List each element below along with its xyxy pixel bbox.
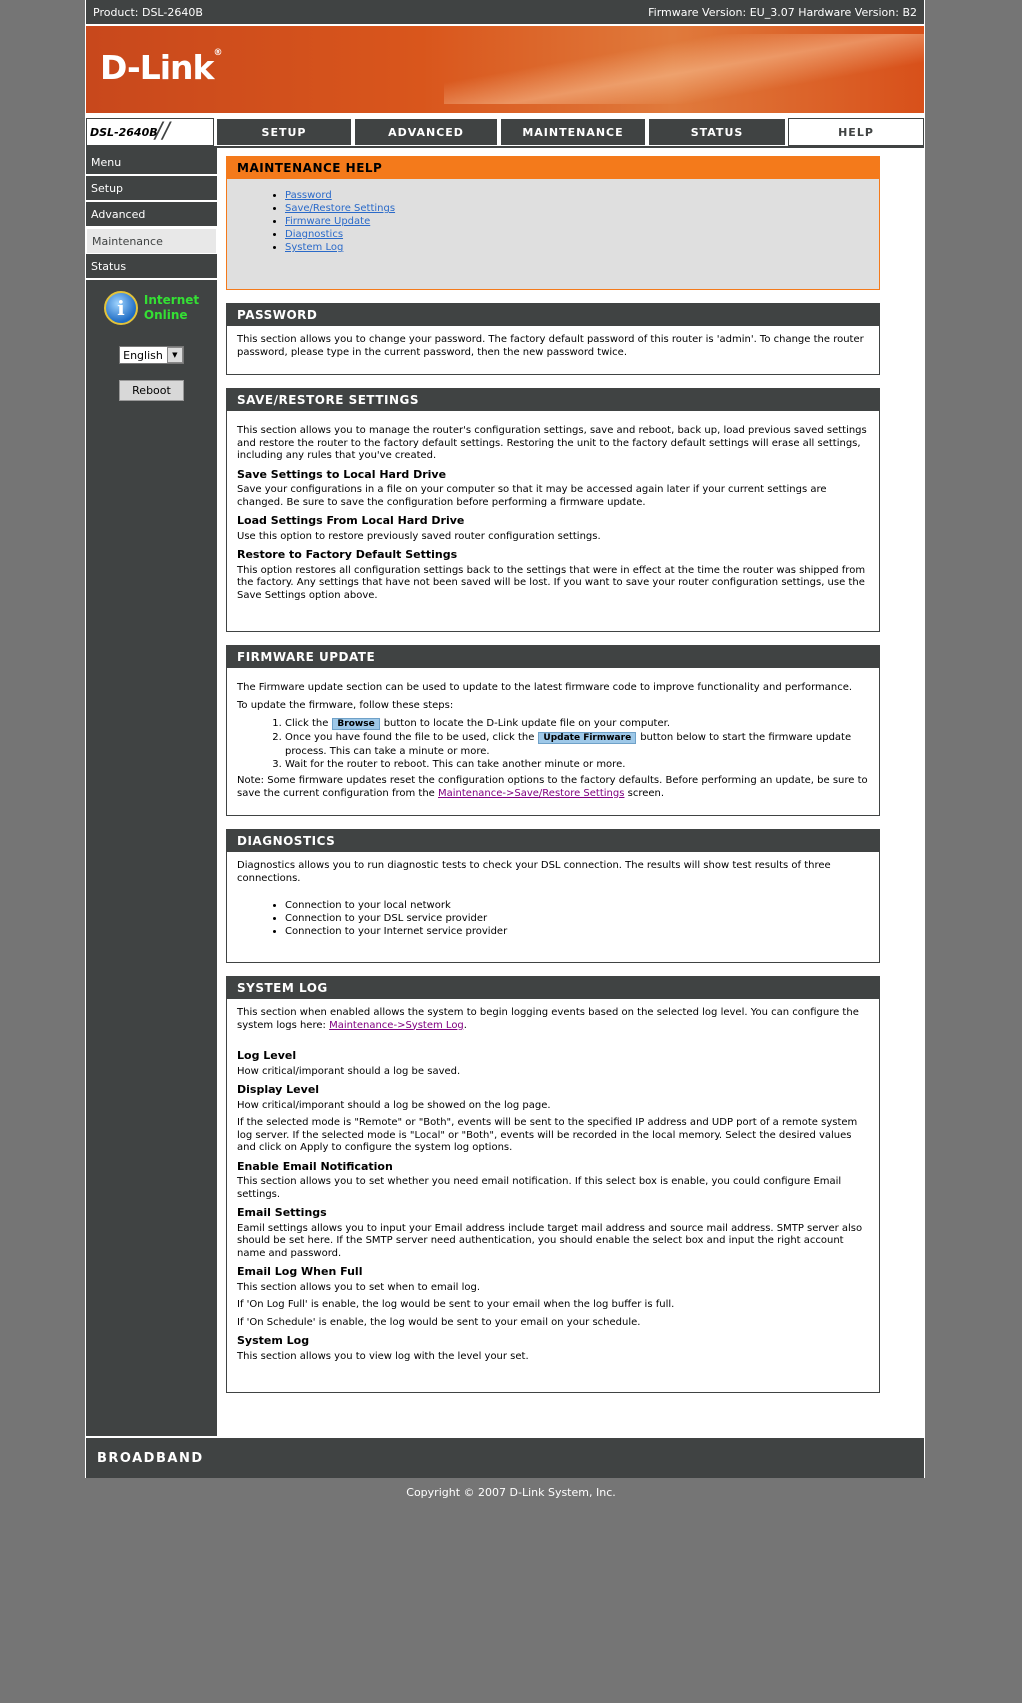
help-link-save-restore[interactable]: Save/Restore Settings: [285, 203, 396, 214]
top-navigation: [86, 116, 924, 148]
section-text: Use this option to restore previously saved router configuration settings.: [237, 530, 601, 542]
section-text: To update the firmware, follow these steps:: [237, 699, 454, 711]
main-content: [217, 148, 914, 1436]
section-title: DIAGNOSTICS: [227, 830, 879, 852]
diagnostics-section: [226, 829, 880, 963]
help-link-system-log[interactable]: System Log: [285, 242, 344, 253]
section-text: This section allows you to manage the router's configuration settings, save and reboot, back up, load previous saved settings and restore the router to the factory default settings. Restoring the unit to the factory default settings will erase all settings, including any rules that you've created.: [237, 425, 867, 461]
firmware-section: FIRMWARE UPDATE The Firmware update section can be used to update to the latest firmware code to improve functionality and performance. To update the firmware, follow these steps: 1. Click the Browse button to locate the D-Link update file on your computer. 2. Once you have found the file to be used, click the Update Firmware button below to start the firmware update process. This can take a minute or more. 3. Wait for the router to reboot. This can take another minute or more. Note: Some firmware updates reset the configuration options to the factory defaults. Before performing an update, be sure to save the current configuration from the Maintenance->Save/Restore Settings screen.: [226, 645, 880, 816]
list-item: • Connection to your DSL service provider: [285, 912, 869, 925]
model-badge: DSL-2640B //: [86, 118, 214, 146]
product-label: Product: DSL-2640B: [93, 5, 203, 19]
reboot-button[interactable]: Reboot: [119, 380, 184, 401]
sidebar-item-advanced[interactable]: Advanced: [86, 202, 217, 228]
version-label: Firmware Version: EU_3.07 Hardware Version: B2: [648, 5, 917, 19]
subheading: Email Log When Full: [237, 1265, 363, 1278]
subheading: Restore to Factory Default Settings: [237, 548, 458, 561]
system-log-section: SYSTEM LOG This section when enabled allows the system to begin logging events based on the selected log level. You can configure the system logs here: Maintenance->System Log. Log Level How critical/imporant should a log be saved. Display Level How critical/imporant should a log be showed on the log page. If the selected mode is "Remote" or "Both", events will be sent to the specified IP address and UDP port of a remote system log server. If the selected mode is "Local" or "Both", events will be recorded in the local memory. Select the desired values and click on Apply to configure the system log options. Enable Email Notification This section allows you to set whether you need email notification. If this select box is enable, you could configure Email settings. Email Settings Eamil settings allows you to input your Email address include target mail address and source mail address. SMTP server also should be set here. If the SMTP server need authentication, you should enable the select box and input the right account name and password. Email Log When Full This section allows you to set when to email log. If 'On Log Full' is enable, the log would be sent to your email when the log buffer is full. If 'On Schedule' is enable, the log would be sent to your email on your schedule. System Log This section allows you to view log with the level your set.: [226, 976, 880, 1393]
section-title: FIRMWARE UPDATE: [227, 646, 879, 668]
section-text: Save your configurations in a file on your computer so that it may be accessed again later if your current settings are changed. Be sure to save the configuration before performing a firmware update.: [237, 484, 827, 508]
help-link-firmware[interactable]: Firmware Update: [285, 216, 371, 227]
subheading: Display Level: [237, 1083, 320, 1096]
section-text: If 'On Log Full' is enable, the log would be sent to your email when the log buffer is full.: [237, 1299, 675, 1310]
subheading: Email Settings: [237, 1206, 327, 1219]
copyright: Copyright © 2007 D-Link System, Inc.: [406, 1486, 616, 1499]
section-text: This section allows you to change your password. The factory default password of this router is 'admin'. To change the router password, please type in the current password, then the new password twice.: [237, 334, 864, 358]
browse-button-chip: Browse: [332, 718, 379, 730]
section-title: PASSWORD: [227, 304, 879, 326]
maintenance-help-box: [226, 156, 880, 290]
list-item: • Connection to your Internet service provider: [285, 925, 869, 938]
broadband-footer: BROADBAND: [86, 1436, 924, 1478]
section-text: This section allows you to set whether you need email notification. If this select box is enable, you could configure Email settings.: [237, 1176, 842, 1200]
chevron-down-icon: ▼: [167, 347, 183, 363]
section-text: If the selected mode is "Remote" or "Both", events will be sent to the specified IP address and UDP port of a remote system log server. If the selected mode is "Local" or "Both", events will be recorded in the local memory. Select the desired values and click on Apply to configure the system log options.: [237, 1117, 858, 1153]
sidebar-item-menu[interactable]: Menu: [86, 150, 217, 176]
section-text: If 'On Schedule' is enable, the log would be sent to your email on your schedule.: [237, 1316, 641, 1328]
tab-maintenance[interactable]: MAINTENANCE: [500, 118, 646, 146]
dlink-logo: D-Link®: [100, 48, 222, 87]
section-title: SYSTEM LOG: [227, 977, 879, 999]
tab-help[interactable]: HELP: [788, 118, 924, 146]
section-text: Eamil settings allows you to input your Email address include target mail address and source mail address. SMTP server also should be set here. If the SMTP server need authentication, you should enable the select box and input the right account name and password.: [237, 1222, 863, 1259]
brand-banner: [86, 26, 924, 116]
section-text: This section allows you to set when to email log.: [237, 1281, 480, 1293]
language-select[interactable]: English ▼: [119, 346, 184, 364]
section-text: Diagnostics allows you to run diagnostic tests to check your DSL connection. The results will show test results of three connections.: [237, 860, 831, 884]
help-title: MAINTENANCE HELP: [227, 157, 879, 179]
sidebar-item-maintenance[interactable]: Maintenance: [86, 228, 217, 254]
section-text: How critical/imporant should a log be saved.: [237, 1065, 461, 1077]
save-restore-link[interactable]: Maintenance->Save/Restore Settings: [438, 787, 625, 799]
internet-status: [86, 288, 217, 328]
password-section: [226, 303, 880, 375]
section-text: How critical/imporant should a log be showed on the log page.: [237, 1099, 551, 1111]
sidebar-item-setup[interactable]: Setup: [86, 176, 217, 202]
update-firmware-chip: Update Firmware: [538, 732, 636, 744]
section-text: The Firmware update section can be used to update to the latest firmware code to improve functionality and performance.: [237, 682, 853, 693]
subheading: Enable Email Notification: [237, 1159, 393, 1173]
tab-status[interactable]: STATUS: [648, 118, 786, 146]
info-icon: i: [104, 291, 138, 325]
system-log-link[interactable]: Maintenance->System Log: [329, 1019, 464, 1031]
page-container: [85, 0, 925, 1478]
status-line-1: Internet: [143, 293, 200, 307]
status-line-2: Online: [143, 308, 188, 322]
section-text: This option restores all configuration settings back to the settings that were in effect at the time the router was shipped from the factory. Any settings that have not been saved will be lost. If you want to save your router configuration settings, use the Save Settings option above.: [237, 564, 866, 601]
section-text: This section allows you to view log with the level your set.: [237, 1350, 529, 1362]
tab-setup[interactable]: SETUP: [216, 118, 352, 146]
save-restore-section: [226, 388, 880, 632]
help-link-password[interactable]: Password: [285, 190, 332, 201]
sidebar: [86, 148, 217, 1436]
top-info-bar: [86, 0, 924, 26]
subheading: Log Level: [237, 1049, 297, 1062]
subheading: Save Settings to Local Hard Drive: [237, 467, 447, 481]
sidebar-item-status[interactable]: Status: [86, 254, 217, 280]
subheading: Load Settings From Local Hard Drive: [237, 514, 465, 527]
list-item: • Connection to your local network: [285, 899, 869, 912]
tab-advanced[interactable]: ADVANCED: [354, 118, 498, 146]
subheading: System Log: [237, 1334, 310, 1347]
section-title: SAVE/RESTORE SETTINGS: [227, 389, 879, 411]
help-link-diagnostics[interactable]: Diagnostics: [285, 229, 344, 240]
